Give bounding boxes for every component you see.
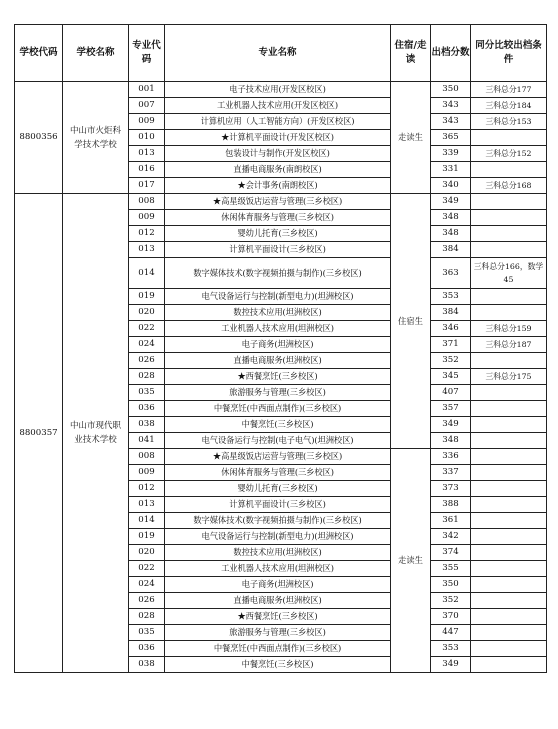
condition-cell: 三科总分168 [471, 178, 547, 194]
major-code-cell: 022 [129, 561, 165, 577]
major-name-cell: ★西餐烹饪(三乡校区) [165, 609, 391, 625]
score-cell: 363 [431, 258, 471, 289]
major-name-cell: 中餐烹饪(中西面点制作)(三乡校区) [165, 641, 391, 657]
condition-cell [471, 561, 547, 577]
condition-cell [471, 465, 547, 481]
major-code-cell: 014 [129, 513, 165, 529]
score-cell: 342 [431, 529, 471, 545]
score-cell: 371 [431, 337, 471, 353]
table-row [15, 82, 547, 98]
score-cell: 350 [431, 577, 471, 593]
school-code-cell: 8800357 [15, 194, 63, 673]
score-cell: 407 [431, 385, 471, 401]
condition-cell [471, 242, 547, 258]
major-code-cell: 024 [129, 337, 165, 353]
major-name-cell: 直播电商服务(坦洲校区) [165, 593, 391, 609]
header-major-name: 专业名称 [165, 25, 391, 82]
header-school-name: 学校名称 [63, 25, 129, 82]
major-name-cell: 计算机平面设计(三乡校区) [165, 242, 391, 258]
boarding-cell: 走读生 [391, 82, 431, 194]
condition-cell [471, 481, 547, 497]
major-name-cell: 计算机应用（人工智能方向）(开发区校区) [165, 114, 391, 130]
major-code-cell: 009 [129, 210, 165, 226]
score-cell: 348 [431, 433, 471, 449]
condition-cell [471, 417, 547, 433]
major-name-cell: 电子商务(坦洲校区) [165, 337, 391, 353]
major-name-cell: ★高星级饭店运营与管理(三乡校区) [165, 194, 391, 210]
major-name-cell: 旅游服务与管理(三乡校区) [165, 385, 391, 401]
score-cell: 352 [431, 593, 471, 609]
header-condition: 同分比较出档条件 [471, 25, 547, 82]
table-row [15, 194, 547, 210]
major-code-cell: 012 [129, 226, 165, 242]
condition-cell [471, 433, 547, 449]
major-name-cell: 工业机器人技术应用(坦洲校区) [165, 321, 391, 337]
major-name-cell: 计算机平面设计(三乡校区) [165, 497, 391, 513]
major-code-cell: 028 [129, 609, 165, 625]
major-name-cell: 电气设备运行与控制(新型电力)(坦洲校区) [165, 529, 391, 545]
score-cell: 343 [431, 98, 471, 114]
score-cell: 343 [431, 114, 471, 130]
school-code-cell: 8800356 [15, 82, 63, 194]
score-cell: 349 [431, 657, 471, 673]
condition-cell: 三科总分153 [471, 114, 547, 130]
major-name-cell: ★会计事务(南朗校区) [165, 178, 391, 194]
score-cell: 353 [431, 641, 471, 657]
condition-cell [471, 545, 547, 561]
condition-cell [471, 577, 547, 593]
score-cell: 336 [431, 449, 471, 465]
major-name-cell: 电子技术应用(开发区校区) [165, 82, 391, 98]
major-code-cell: 028 [129, 369, 165, 385]
score-cell: 331 [431, 162, 471, 178]
header-score: 出档分数 [431, 25, 471, 82]
major-name-cell: 中餐烹饪(三乡校区) [165, 417, 391, 433]
condition-cell: 三科总分177 [471, 82, 547, 98]
score-cell: 384 [431, 305, 471, 321]
major-code-cell: 036 [129, 641, 165, 657]
major-code-cell: 022 [129, 321, 165, 337]
major-code-cell: 008 [129, 194, 165, 210]
major-code-cell: 020 [129, 545, 165, 561]
score-cell: 345 [431, 369, 471, 385]
major-name-cell: 包装设计与制作(开发区校区) [165, 146, 391, 162]
major-name-cell: 休闲体育服务与管理(三乡校区) [165, 465, 391, 481]
condition-cell [471, 593, 547, 609]
major-code-cell: 001 [129, 82, 165, 98]
boarding-cell: 走读生 [391, 449, 431, 673]
major-name-cell: ★西餐烹饪(三乡校区) [165, 369, 391, 385]
score-cell: 355 [431, 561, 471, 577]
score-cell: 349 [431, 417, 471, 433]
condition-cell: 三科总分175 [471, 369, 547, 385]
major-code-cell: 024 [129, 577, 165, 593]
major-name-cell: 婴幼儿托育(三乡校区) [165, 481, 391, 497]
table-header [15, 25, 547, 82]
major-name-cell: 数字媒体技术(数字视频拍摄与制作)(三乡校区) [165, 513, 391, 529]
score-cell: 373 [431, 481, 471, 497]
major-code-cell: 012 [129, 481, 165, 497]
major-name-cell: 工业机器人技术应用(开发区校区) [165, 98, 391, 114]
score-cell: 361 [431, 513, 471, 529]
major-code-cell: 013 [129, 146, 165, 162]
major-name-cell: 休闲体育服务与管理(三乡校区) [165, 210, 391, 226]
condition-cell: 三科总分184 [471, 98, 547, 114]
condition-cell: 三科总分152 [471, 146, 547, 162]
major-code-cell: 026 [129, 353, 165, 369]
condition-cell [471, 449, 547, 465]
score-cell: 357 [431, 401, 471, 417]
condition-cell [471, 194, 547, 210]
condition-cell [471, 162, 547, 178]
major-code-cell: 013 [129, 497, 165, 513]
major-code-cell: 041 [129, 433, 165, 449]
score-cell: 350 [431, 82, 471, 98]
major-code-cell: 009 [129, 465, 165, 481]
major-code-cell: 008 [129, 449, 165, 465]
major-code-cell: 009 [129, 114, 165, 130]
major-code-cell: 038 [129, 417, 165, 433]
score-cell: 339 [431, 146, 471, 162]
score-cell: 384 [431, 242, 471, 258]
major-name-cell: ★计算机平面设计(开发区校区) [165, 130, 391, 146]
header-major-code: 专业代码 [129, 25, 165, 82]
major-code-cell: 017 [129, 178, 165, 194]
condition-cell [471, 641, 547, 657]
school-name-cell: 中山市火炬科学技术学校 [63, 82, 129, 194]
condition-cell [471, 497, 547, 513]
major-name-cell: 婴幼儿托育(三乡校区) [165, 226, 391, 242]
score-cell: 349 [431, 194, 471, 210]
major-name-cell: 数字媒体技术(数字视频拍摄与制作)(三乡校区) [165, 258, 391, 289]
header-boarding: 住宿/走读 [391, 25, 431, 82]
condition-cell [471, 305, 547, 321]
header-school-code: 学校代码 [15, 25, 63, 82]
table-body [15, 82, 547, 673]
major-code-cell: 010 [129, 130, 165, 146]
major-code-cell: 035 [129, 385, 165, 401]
major-name-cell: 工业机器人技术应用(坦洲校区) [165, 561, 391, 577]
major-code-cell: 026 [129, 593, 165, 609]
major-code-cell: 038 [129, 657, 165, 673]
major-name-cell: ★高星级饭店运营与管理(三乡校区) [165, 449, 391, 465]
score-cell: 348 [431, 210, 471, 226]
condition-cell [471, 289, 547, 305]
condition-cell [471, 609, 547, 625]
condition-cell [471, 353, 547, 369]
major-name-cell: 数控技术应用(坦洲校区) [165, 545, 391, 561]
major-name-cell: 电气设备运行与控制(新型电力)(坦洲校区) [165, 289, 391, 305]
score-cell: 353 [431, 289, 471, 305]
score-cell: 340 [431, 178, 471, 194]
condition-cell [471, 625, 547, 641]
score-cell: 370 [431, 609, 471, 625]
condition-cell [471, 210, 547, 226]
score-cell: 346 [431, 321, 471, 337]
boarding-cell: 住宿生 [391, 194, 431, 449]
score-cell: 337 [431, 465, 471, 481]
major-name-cell: 直播电商服务(南朗校区) [165, 162, 391, 178]
major-name-cell: 中餐烹饪(三乡校区) [165, 657, 391, 673]
major-name-cell: 电子商务(坦洲校区) [165, 577, 391, 593]
score-cell: 388 [431, 497, 471, 513]
score-cell: 348 [431, 226, 471, 242]
condition-cell: 三科总分187 [471, 337, 547, 353]
condition-cell [471, 657, 547, 673]
condition-cell [471, 401, 547, 417]
major-name-cell: 电气设备运行与控制(电子电气)(坦洲校区) [165, 433, 391, 449]
major-code-cell: 019 [129, 289, 165, 305]
major-name-cell: 中餐烹饪(中西面点制作)(三乡校区) [165, 401, 391, 417]
major-name-cell: 数控技术应用(坦洲校区) [165, 305, 391, 321]
score-cell: 447 [431, 625, 471, 641]
condition-cell: 三科总分166，数学45 [471, 258, 547, 289]
major-code-cell: 014 [129, 258, 165, 289]
major-code-cell: 035 [129, 625, 165, 641]
condition-cell [471, 529, 547, 545]
score-cell: 365 [431, 130, 471, 146]
condition-cell [471, 226, 547, 242]
major-code-cell: 020 [129, 305, 165, 321]
admission-score-table [14, 24, 547, 673]
major-name-cell: 直播电商服务(坦洲校区) [165, 353, 391, 369]
score-cell: 352 [431, 353, 471, 369]
condition-cell: 三科总分159 [471, 321, 547, 337]
major-name-cell: 旅游服务与管理(三乡校区) [165, 625, 391, 641]
condition-cell [471, 385, 547, 401]
major-code-cell: 016 [129, 162, 165, 178]
condition-cell [471, 130, 547, 146]
major-code-cell: 036 [129, 401, 165, 417]
major-code-cell: 007 [129, 98, 165, 114]
major-code-cell: 013 [129, 242, 165, 258]
condition-cell [471, 513, 547, 529]
major-code-cell: 019 [129, 529, 165, 545]
school-name-cell: 中山市现代职业技术学校 [63, 194, 129, 673]
score-cell: 374 [431, 545, 471, 561]
